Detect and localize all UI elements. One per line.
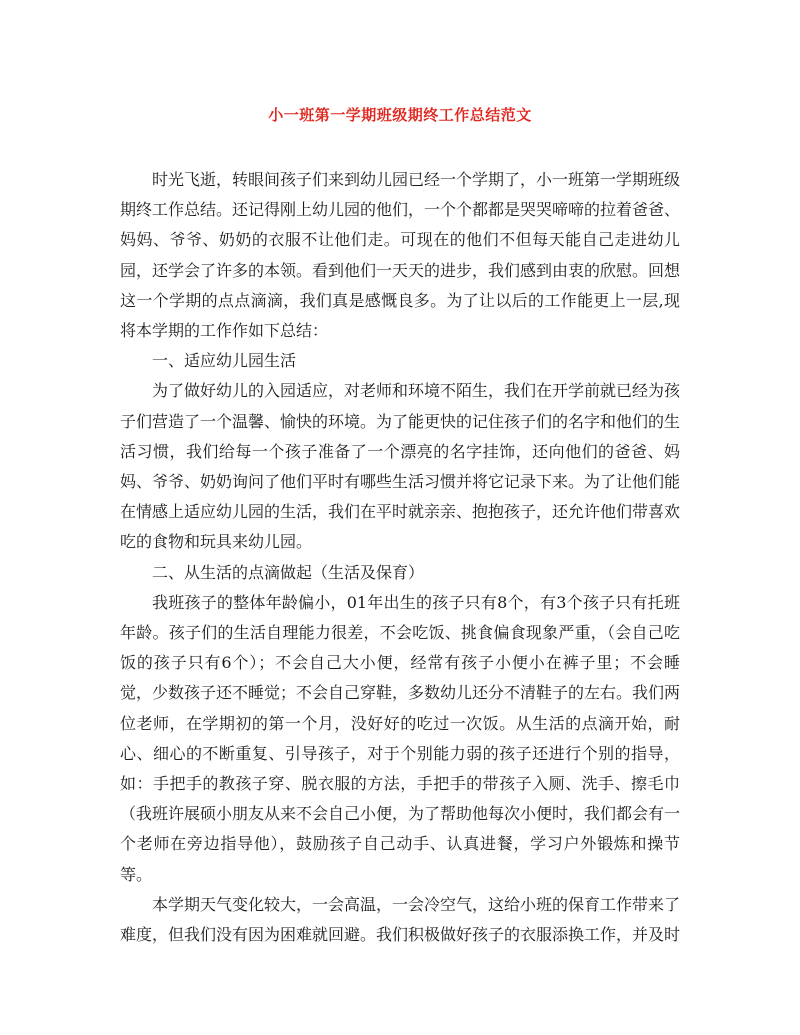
section-heading-2: 二、从生活的点滴做起（生活及保育） [152,562,425,582]
section-heading-1: 一、适应幼儿园生活 [152,351,297,371]
paragraph-section-2: 我班孩子的整体年龄偏小，01年出生的孩子只有8个，有3个孩子只有托班年龄。孩子们的生活自理能力很差，不会吃饭、挑食偏食现象严重，（会自己吃饭的孩子只有6个）；不会自己大小便，经常有孩子小便小在裤子里；不会睡觉，少数孩子还不睡觉；不会自己穿鞋，多数幼儿还分不清鞋子的左右。我们两位老师，在学期初的第一个月，没好好的吃过一次饭。从生活的点滴开始，耐心、细心的不断重复、引导孩子，对于个别能力弱的孩子还进行个别的指导，如：手把手的教孩子穿、脱衣服的方法，手把手的带孩子入厕、洗手、擦毛巾（我班许展硕小朋友从来不会自己小便，为了帮助他每次小便时，我们都会有一个老师在旁边指导他），鼓励孩子自己动手、认真进餐，学习户外锻炼和操节等。 [120,592,681,884]
document-body [120,165,680,950]
paragraph-section-1: 为了做好幼儿的入园适应，对老师和环境不陌生，我们在开学前就已经为孩子们营造了一个温馨、愉快的环境。为了能更快的记住孩子们的名字和他们的生活习惯，我们给每一个孩子准备了一个漂亮的名字挂饰，还向他们的爸爸、妈妈、爷爷、奶奶询问了他们平时有哪些生活习惯并将它记录下来。为了让他们能在情感上适应幼儿园的生活，我们在平时就亲亲、抱抱孩子，还允许他们带喜欢吃的食物和玩具来幼儿园。 [120,381,681,552]
paragraph-intro: 时光飞逝，转眼间孩子们来到幼儿园已经一个学期了，小一班第一学期班级期终工作总结。还记得刚上幼儿园的他们，一个个都都是哭哭啼啼的拉着爸爸、妈妈、爷爷、奶奶的衣服不让他们走。可现在的他们不但每天能自己走进幼儿园，还学会了许多的本领。看到他们一天天的进步，我们感到由衷的欣慰。回想这一个学期的点点滴滴，我们真是感慨良多。为了让以后的工作能更上一层,现将本学期的工作作如下总结： [120,170,681,341]
paragraph-weather: 本学期天气变化较大，一会高温，一会冷空气，这给小班的保育工作带来了难度，但我们没有因为困难就回避。我们积极做好孩子的衣服添换工作，并及时 [120,894,681,945]
document-title: 小一班第一学期班级期终工作总结范文 [268,106,532,124]
